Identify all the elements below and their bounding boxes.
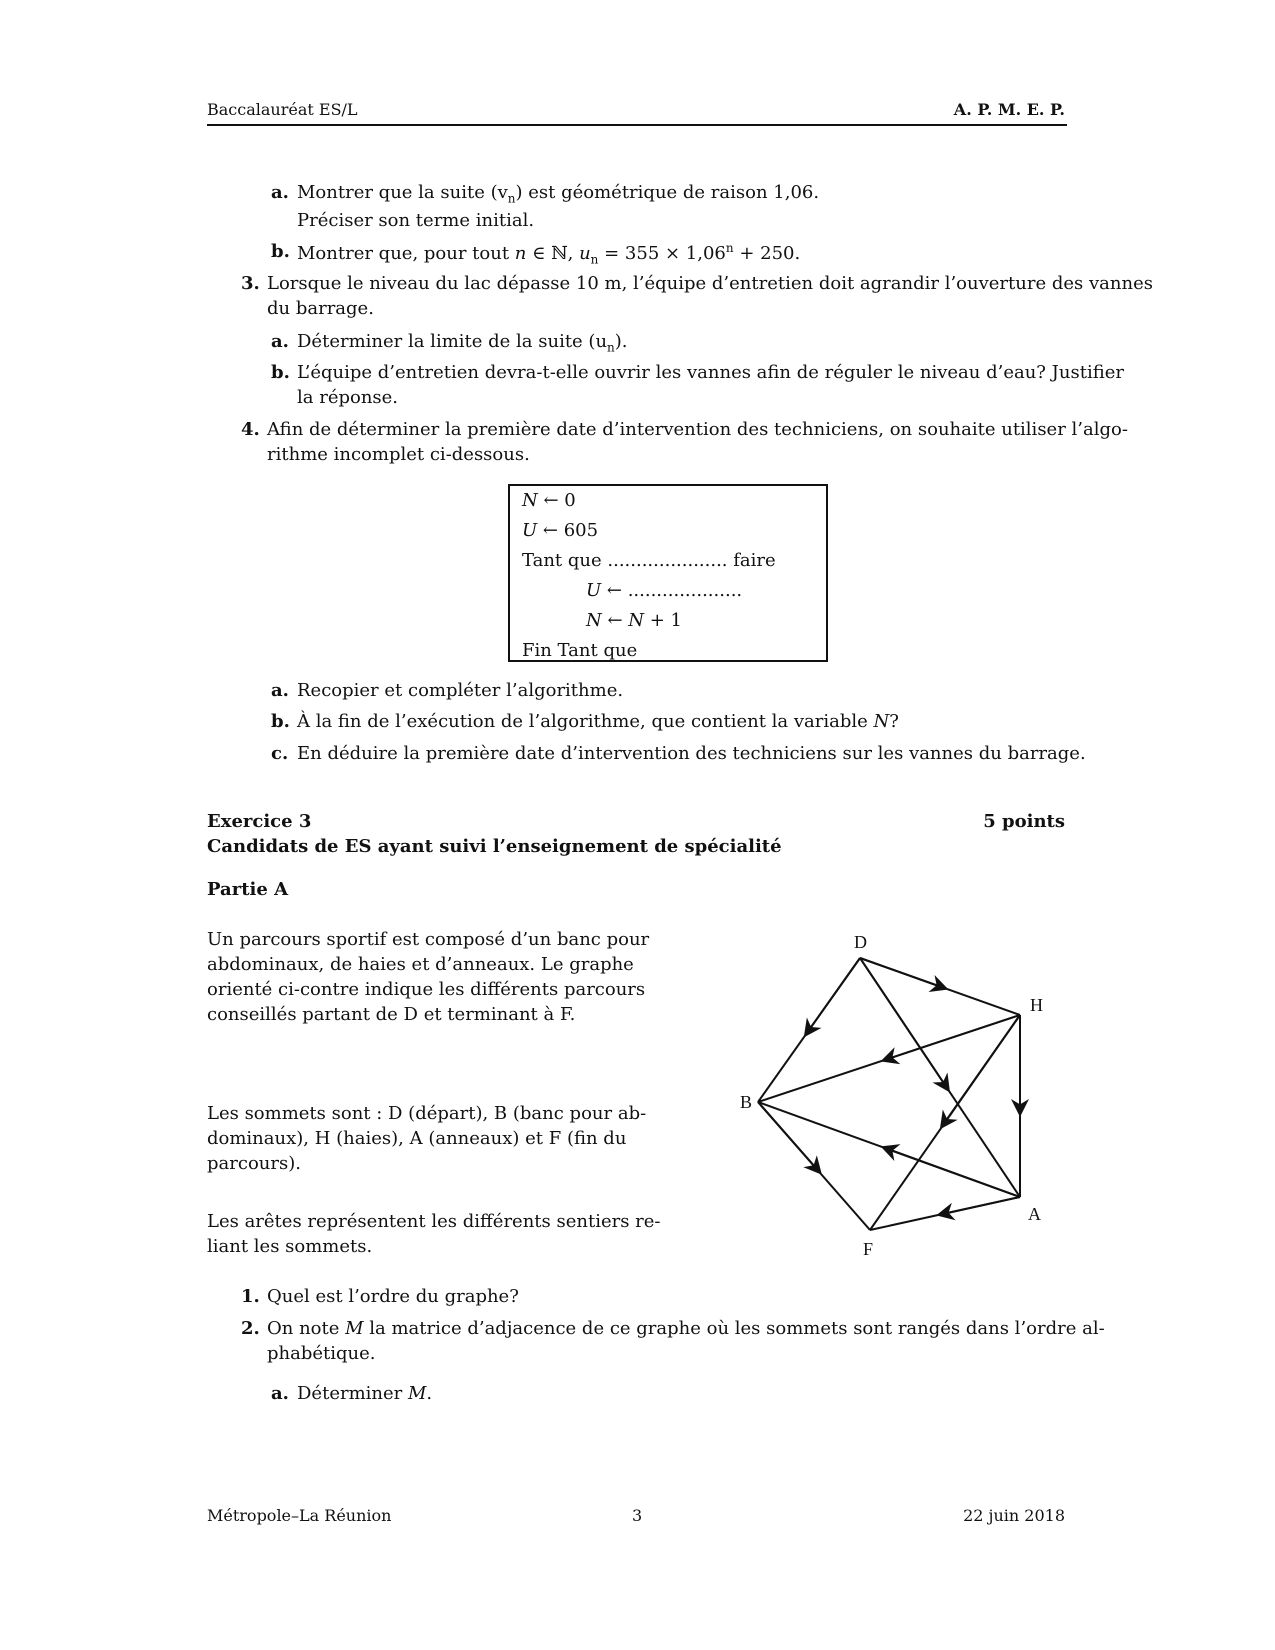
p2-line-2: dominaux), H (haies), A (anneaux) et F (fin du bbox=[207, 1128, 627, 1149]
ex3-q2-text1: On note M la matrice d’adjacence de ce graphe où les sommets sont rangés dans l’ordre al- bbox=[267, 1318, 1105, 1339]
algorithm-box bbox=[508, 484, 828, 662]
q3-text2: du barrage. bbox=[267, 298, 374, 319]
exercise-subtitle: Candidats de ES ayant suivi l’enseignement de spécialité bbox=[207, 836, 782, 857]
header-right: A. P. M. E. P. bbox=[953, 100, 1065, 119]
q3b-label: b. bbox=[271, 362, 290, 383]
footer-left: Métropole–La Réunion bbox=[207, 1506, 392, 1525]
p1-line-2: abdominaux, de haies et d’anneaux. Le graphe bbox=[207, 954, 634, 975]
vertex-label-d: D bbox=[854, 932, 867, 952]
ex3-q2-label: 2. bbox=[241, 1318, 260, 1339]
q4b-text: À la fin de l’exécution de l’algorithme, que contient la variable N? bbox=[297, 711, 899, 732]
q2a-label: a. bbox=[271, 182, 289, 203]
algo-line-5: N ← N + 1 bbox=[586, 610, 683, 631]
header-left: Baccalauréat ES/L bbox=[207, 100, 358, 119]
exercise-points: 5 points bbox=[983, 811, 1065, 832]
vertex-label-a: A bbox=[1028, 1204, 1041, 1224]
q2b-text: Montrer que, pour tout n ∈ ℕ, $u_n = 355 \times 1,06^n + 250$. bbox=[297, 241, 801, 267]
q2a-text2: Préciser son terme initial. bbox=[297, 210, 535, 231]
q3-label: 3. bbox=[241, 273, 260, 294]
p1-line-1: Un parcours sportif est composé d’un banc pour bbox=[207, 929, 650, 950]
ex3-q2a-text: Déterminer M. bbox=[297, 1383, 433, 1404]
vertex-label-h: H bbox=[1030, 995, 1043, 1015]
ex3-q2-text2: phabétique. bbox=[267, 1343, 376, 1364]
q4c-text: En déduire la première date d’intervention des techniciens sur les vannes du barrage. bbox=[297, 743, 1086, 764]
q4a-text: Recopier et compléter l’algorithme. bbox=[297, 680, 624, 701]
q2a-text: Montrer que la suite $(v_n)$ est géométrique de raison 1,06. bbox=[297, 182, 820, 206]
q4-text1: Afin de déterminer la première date d’intervention des techniciens, on souhaite utiliser l’algo- bbox=[267, 419, 1128, 440]
algo-line-3: Tant que ..................... faire bbox=[522, 550, 776, 571]
q3-text1: Lorsque le niveau du lac dépasse 10 m, l’équipe d’entretien doit agrandir l’ouverture des vannes bbox=[267, 273, 1153, 294]
part-title: Partie A bbox=[207, 879, 289, 900]
edge-d-b-arrow bbox=[809, 958, 860, 1030]
q2b-label: b. bbox=[271, 241, 290, 262]
q4-label: 4. bbox=[241, 419, 260, 440]
exercise-title: Exercice 3 bbox=[207, 811, 312, 832]
directed-graph bbox=[740, 920, 1060, 1260]
ex3-q2a-label: a. bbox=[271, 1383, 289, 1404]
q4-text2: rithme incomplet ci-dessous. bbox=[267, 444, 530, 465]
q4c-label: c. bbox=[271, 743, 289, 764]
p3-line-2: liant les sommets. bbox=[207, 1236, 373, 1257]
vertex-label-b: B bbox=[740, 1092, 753, 1112]
edge-d-h-arrow bbox=[860, 958, 940, 987]
p2-line-3: parcours). bbox=[207, 1153, 301, 1174]
edge-h-b-arrow bbox=[889, 1015, 1020, 1059]
algo-line-1: N ← 0 bbox=[522, 490, 576, 511]
q3b-text2: la réponse. bbox=[297, 387, 399, 408]
edge-h-f-arrow bbox=[945, 1015, 1020, 1122]
algo-line-4: U ← .................... bbox=[586, 580, 743, 601]
q3a-label: a. bbox=[271, 331, 289, 352]
header-rule bbox=[207, 124, 1067, 126]
q4a-label: a. bbox=[271, 680, 289, 701]
footer-right: 22 juin 2018 bbox=[963, 1506, 1065, 1525]
p1-line-3: orienté ci-contre indique les différents parcours bbox=[207, 979, 646, 1000]
p2-line-1: Les sommets sont : D (départ), B (banc pour ab- bbox=[207, 1103, 647, 1124]
q3a-text: Déterminer la limite de la suite $(u_n)$. bbox=[297, 331, 628, 355]
p1-line-4: conseillés partant de D et terminant à F. bbox=[207, 1004, 576, 1025]
edge-a-f-arrow bbox=[945, 1197, 1020, 1214]
p3-line-1: Les arêtes représentent les différents sentiers re- bbox=[207, 1211, 661, 1232]
page-number: 3 bbox=[632, 1506, 643, 1525]
edge-d-a-arrow bbox=[860, 958, 945, 1085]
q3b-text1: L’équipe d’entretien devra-t-elle ouvrir les vannes afin de réguler le niveau d’eau? Justifier bbox=[297, 362, 1124, 383]
vertex-label-f: F bbox=[863, 1239, 874, 1259]
algo-line-2: U ← 605 bbox=[522, 520, 599, 541]
ex3-q1-text: Quel est l’ordre du graphe? bbox=[267, 1286, 519, 1307]
algo-line-6: Fin Tant que bbox=[522, 640, 638, 661]
q4b-label: b. bbox=[271, 711, 290, 732]
ex3-q1-label: 1. bbox=[241, 1286, 260, 1307]
